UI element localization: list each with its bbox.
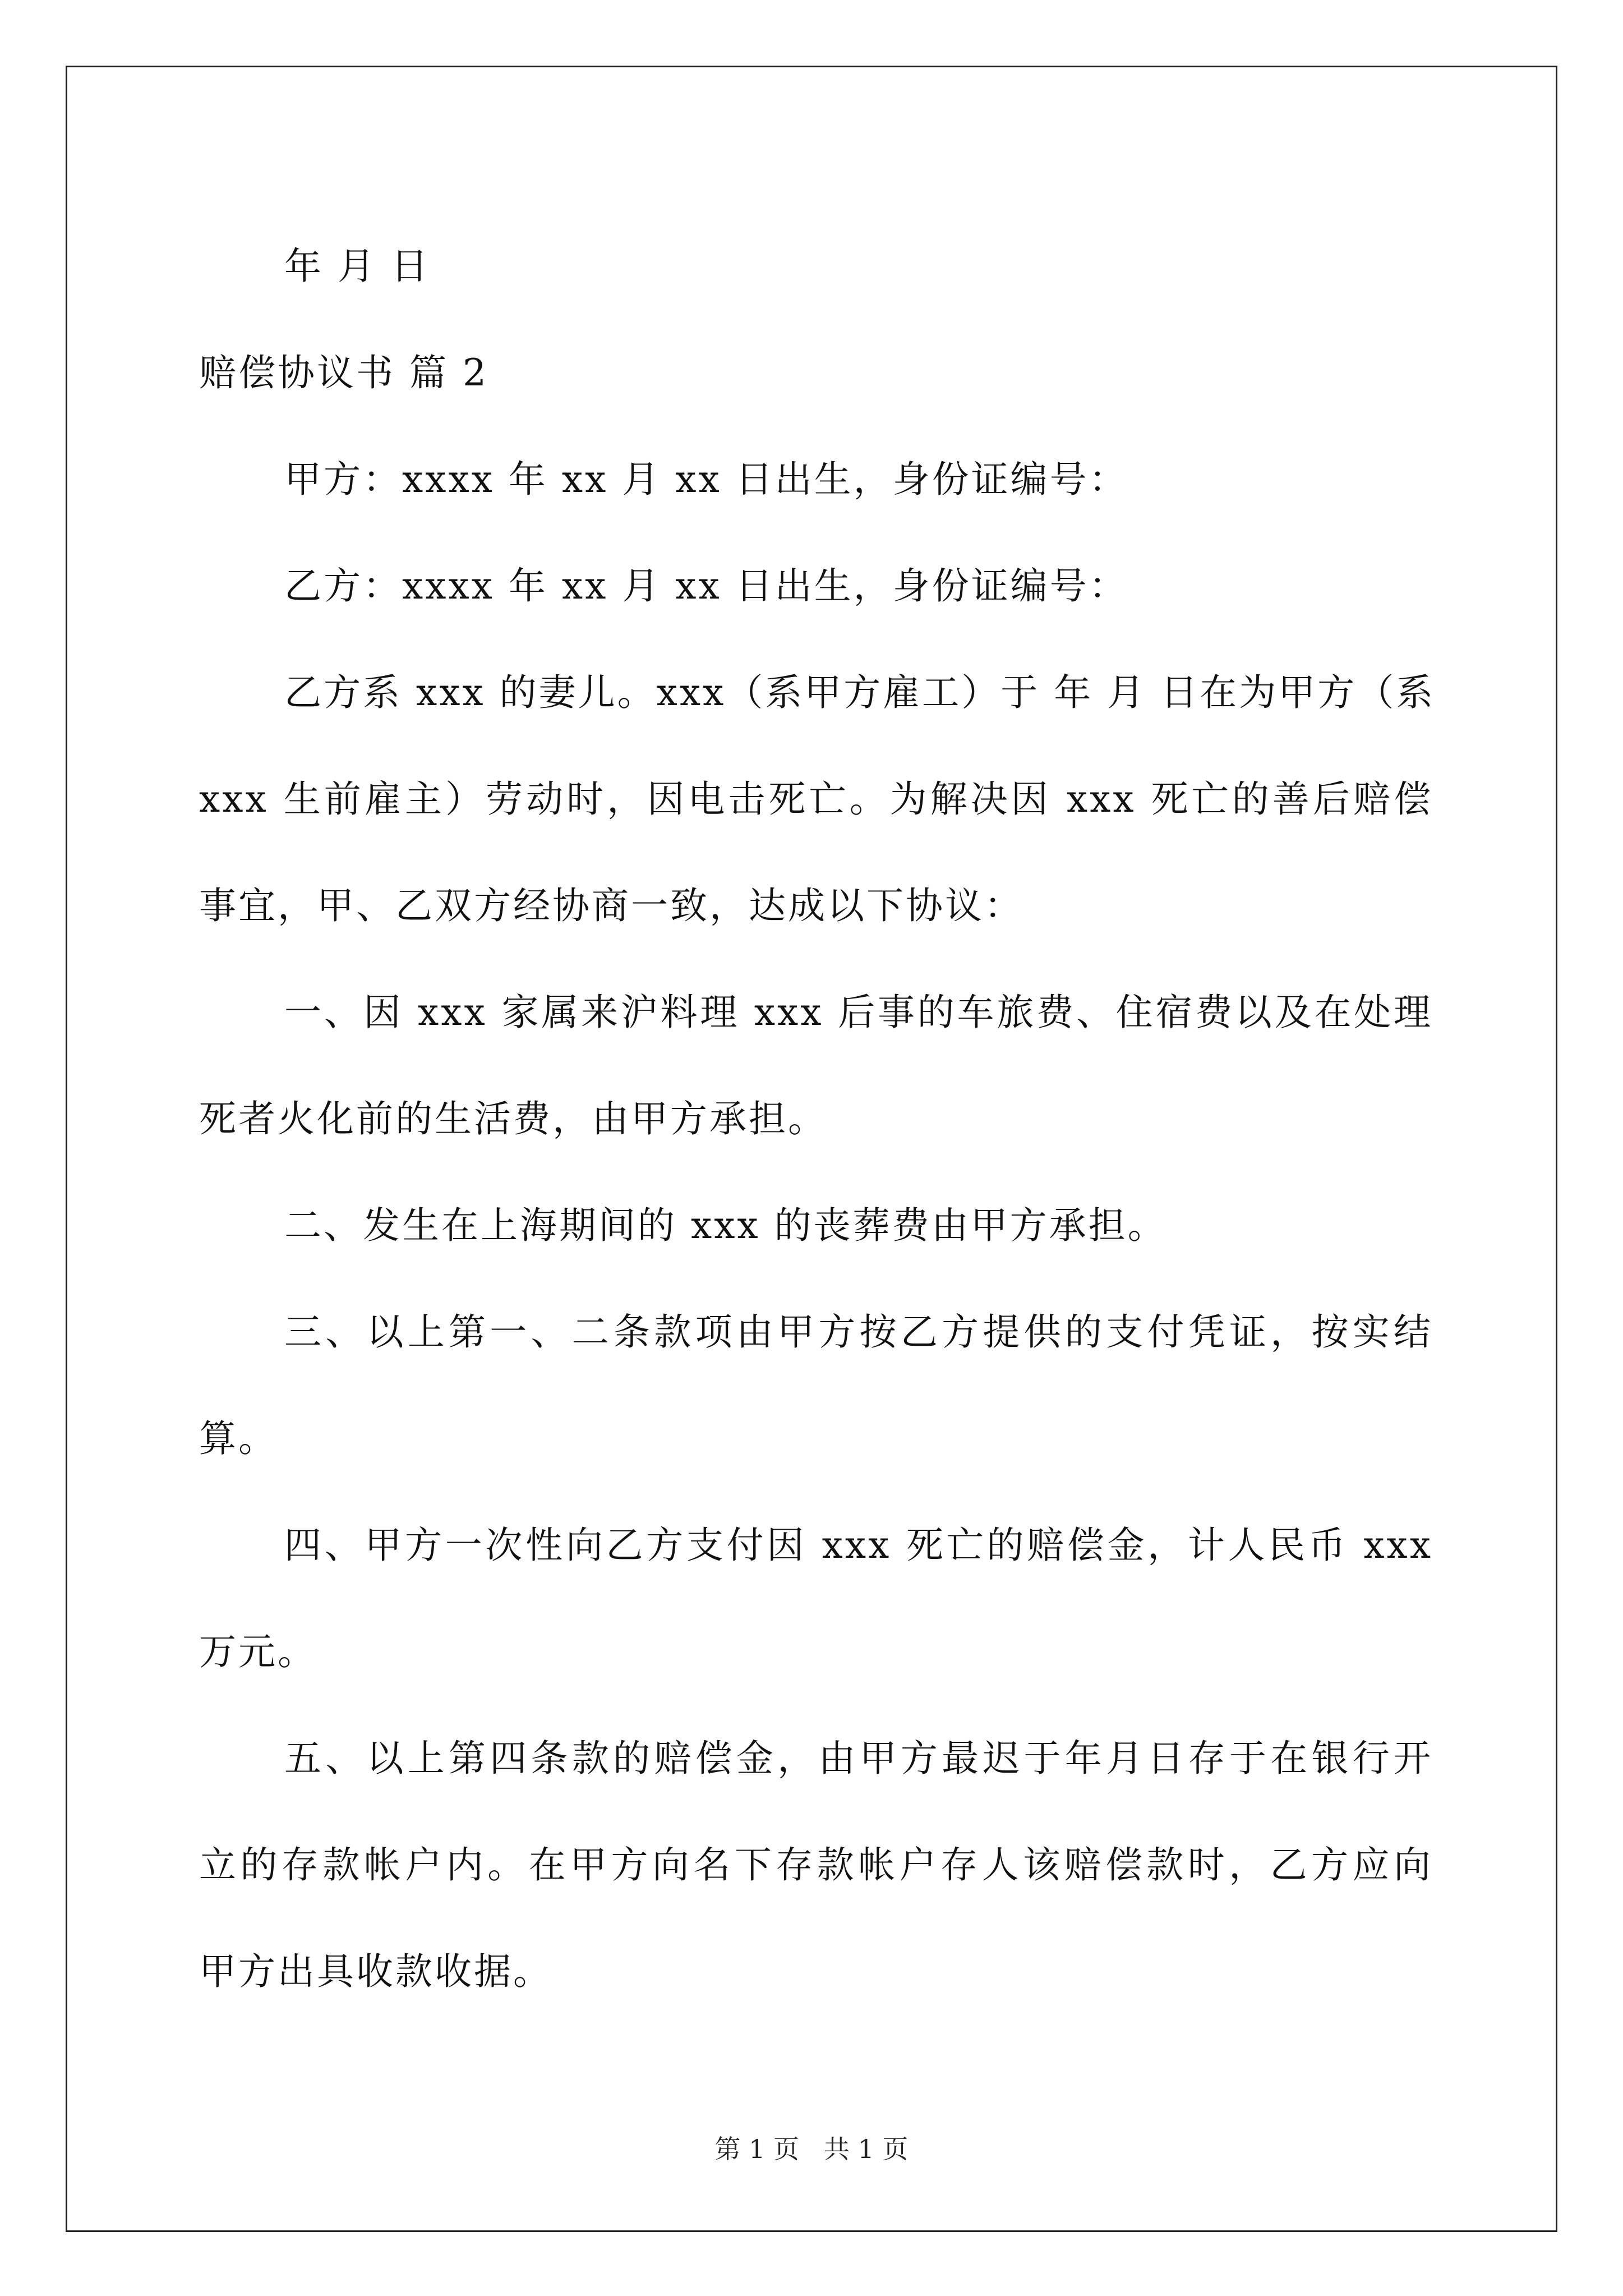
background-paragraph-line-2: xxx 生前雇主）劳动时，因电击死亡。为解决因 xxx 死亡的善后赔偿 [199, 777, 1433, 821]
date-line: 年 月 日 [284, 245, 430, 288]
clause-4-line-2: 万元。 [199, 1630, 317, 1673]
document-body [199, 213, 1436, 2025]
page-footer: 第 1 页 共 1 页 [714, 2134, 909, 2164]
party-b-line: 乙方：xxxx 年 xx 月 xx 日出生，身份证编号： [284, 564, 1128, 608]
party-a-line: 甲方：xxxx 年 xx 月 xx 日出生，身份证编号： [284, 458, 1128, 501]
background-paragraph-line-1: 乙方系 xxx 的妻儿。xxx（系甲方雇工）于 年 月 日在为甲方（系 [284, 671, 1436, 714]
clause-3-line-1: 三、以上第一、二条款项由甲方按乙方提供的支付凭证，按实结 [284, 1310, 1433, 1354]
clause-1-line-2: 死者火化前的生活费，由甲方承担。 [199, 1097, 827, 1140]
background-paragraph-line-3: 事宜，甲、乙双方经协商一致，达成以下协议： [199, 884, 1023, 927]
clause-2-line-1: 二、发生在上海期间的 xxx 的丧葬费由甲方承担。 [284, 1204, 1167, 1247]
clause-5-line-3: 甲方出具收款收据。 [199, 1950, 552, 1993]
clause-1-line-1: 一、因 xxx 家属来沪料理 xxx 后事的车旅费、住宿费以及在处理 [284, 991, 1433, 1034]
clause-5-line-1: 五、以上第四条款的赔偿金，由甲方最迟于年月日存于在银行开 [284, 1737, 1433, 1780]
clause-4-line-1: 四、甲方一次性向乙方支付因 xxx 死亡的赔偿金，计人民币 xxx [284, 1524, 1433, 1567]
section-title: 赔偿协议书 篇 2 [199, 351, 488, 394]
clause-5-line-2: 立的存款帐户内。在甲方向名下存款帐户存人该赔偿款时，乙方应向 [199, 1843, 1433, 1887]
clause-3-line-2: 算。 [199, 1417, 278, 1460]
